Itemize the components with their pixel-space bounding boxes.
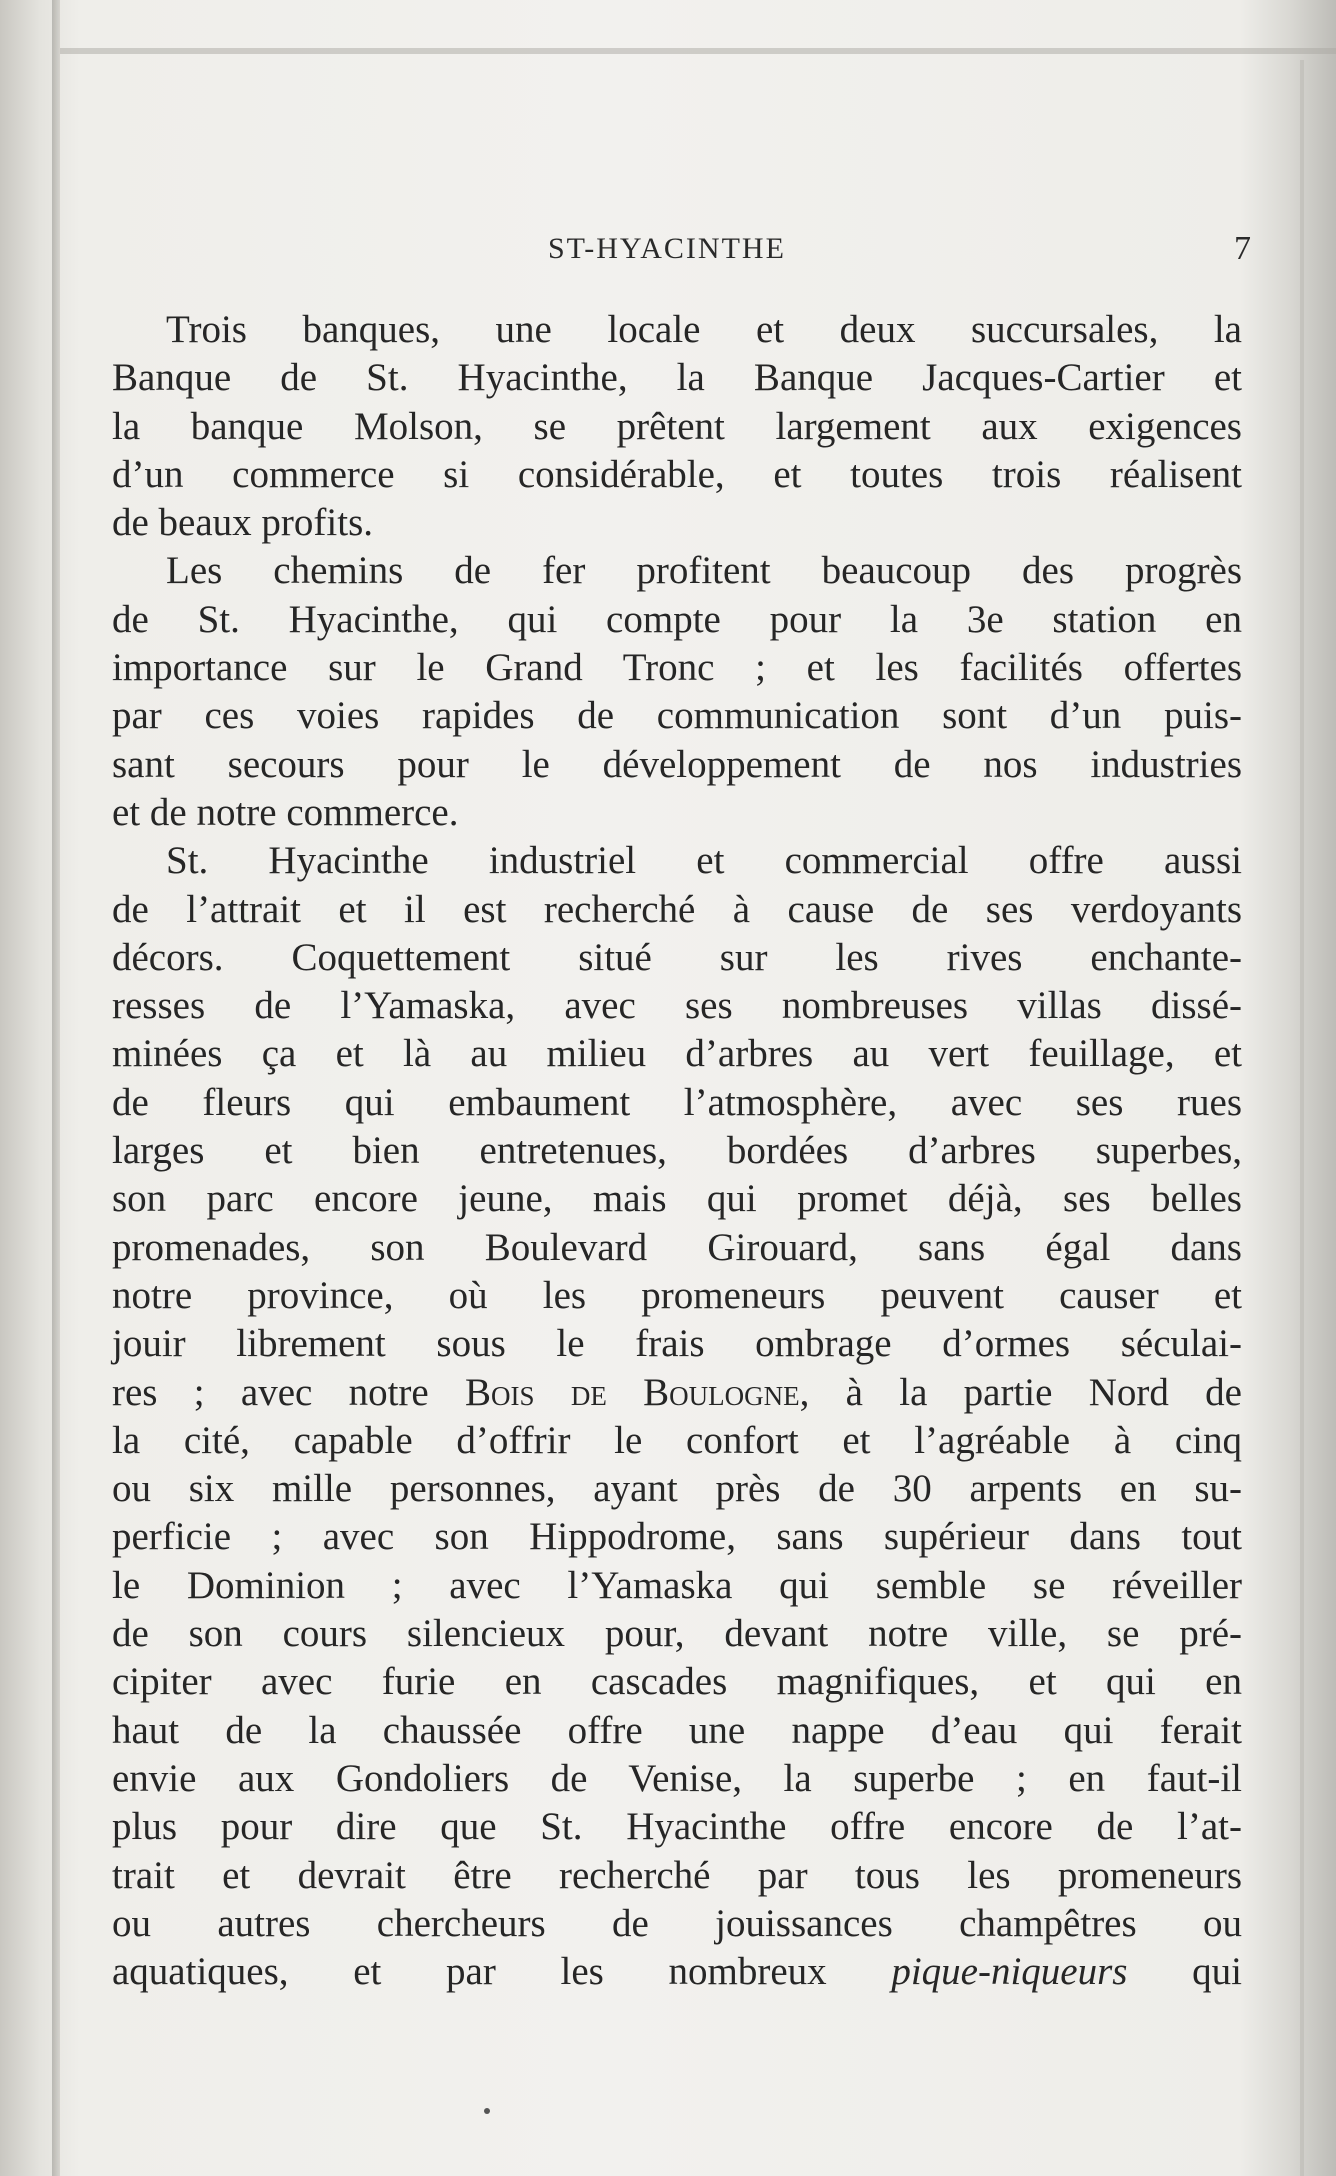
place-name-smallcaps: Bois de Boulogne <box>465 1370 800 1414</box>
text-line: St. Hyacinthe industriel et commercial offre aussi <box>166 839 1242 883</box>
text-line: la cité, capable d’offrir le confort et l’agréable à cinq <box>112 1418 1242 1462</box>
text-line: et de notre commerce. <box>112 790 459 834</box>
text-line: perficie ; avec son Hippodrome, sans supérieur dans tout <box>112 1515 1242 1559</box>
italic-term: pique-niqueurs <box>891 1950 1128 1994</box>
ink-speck <box>484 2108 490 2114</box>
text-line: la banque Molson, se prêtent largement aux exigences <box>112 404 1242 448</box>
text-segment: , à la partie Nord de <box>799 1370 1242 1414</box>
page-edge-left <box>52 0 60 2176</box>
text-line: de son cours silencieux pour, devant notre ville, se pré- <box>112 1612 1242 1656</box>
text-line: de l’attrait et il est recherché à cause de ses verdoyants <box>112 887 1242 931</box>
body-text <box>112 306 1242 1996</box>
text-line: envie aux Gondoliers de Venise, la superbe ; en faut-il <box>112 1756 1242 1800</box>
text-line: d’un commerce si considérable, et toutes trois réalisent <box>112 452 1242 496</box>
text-line: cipiter avec furie en cascades magnifiques, et qui en <box>112 1660 1242 1704</box>
text-line-pique-niqueurs <box>112 1948 1242 1996</box>
text-line: notre province, où les promeneurs peuvent causer et <box>112 1273 1242 1317</box>
text-line: plus pour dire que St. Hyacinthe offre encore de l’at- <box>112 1805 1242 1849</box>
running-head <box>0 232 1336 272</box>
page-edge-top <box>60 48 1336 54</box>
text-line: de St. Hyacinthe, qui compte pour la 3e station en <box>112 597 1242 641</box>
text-line: le Dominion ; avec l’Yamaska qui semble se réveiller <box>112 1563 1242 1607</box>
text-line: par ces voies rapides de communication sont d’un puis- <box>112 694 1242 738</box>
text-line: Les chemins de fer profitent beaucoup des progrès <box>166 549 1242 593</box>
text-line: Trois banques, une locale et deux succursales, la <box>166 308 1242 351</box>
text-segment: qui <box>1127 1950 1242 1994</box>
text-line: larges et bien entretenues, bordées d’arbres superbes, <box>112 1129 1242 1173</box>
text-line: ou six mille personnes, ayant près de 30 arpents en su- <box>112 1467 1242 1511</box>
text-line: sant secours pour le développement de nos industries <box>112 742 1242 786</box>
text-line: de beaux profits. <box>112 501 374 545</box>
text-line: resses de l’Yamaska, avec ses nombreuses villas dissé- <box>112 984 1242 1028</box>
text-line-bois-de-boulogne <box>112 1369 1242 1417</box>
text-line: son parc encore jeune, mais qui promet déjà, ses belles <box>112 1177 1242 1221</box>
text-line: jouir librement sous le frais ombrage d’ormes séculai- <box>112 1322 1242 1366</box>
text-line: importance sur le Grand Tronc ; et les facilités offertes <box>112 646 1242 690</box>
text-line: ou autres chercheurs de jouissances champêtres ou <box>112 1901 1242 1945</box>
text-segment: aquatiques, et par les nombreux <box>112 1950 892 1994</box>
text-line: trait et devrait être recherché par tous les promeneurs <box>112 1853 1242 1897</box>
text-line: promenades, son Boulevard Girouard, sans égal dans <box>112 1225 1242 1269</box>
page-edge-right <box>1300 60 1304 2176</box>
text-segment: res ; avec notre <box>112 1370 466 1414</box>
text-line: de fleurs qui embaument l’atmosphère, avec ses rues <box>112 1080 1242 1124</box>
page-number: 7 <box>1234 230 1251 267</box>
text-line: décors. Coquettement situé sur les rives enchante- <box>112 935 1242 979</box>
running-title: ST-HYACINTHE <box>548 232 786 265</box>
text-line: haut de la chaussée offre une nappe d’eau qui ferait <box>112 1708 1242 1752</box>
text-line: minées ça et là au milieu d’arbres au vert feuillage, et <box>112 1032 1242 1076</box>
text-line: Banque de St. Hyacinthe, la Banque Jacques-Cartier et <box>112 356 1242 400</box>
